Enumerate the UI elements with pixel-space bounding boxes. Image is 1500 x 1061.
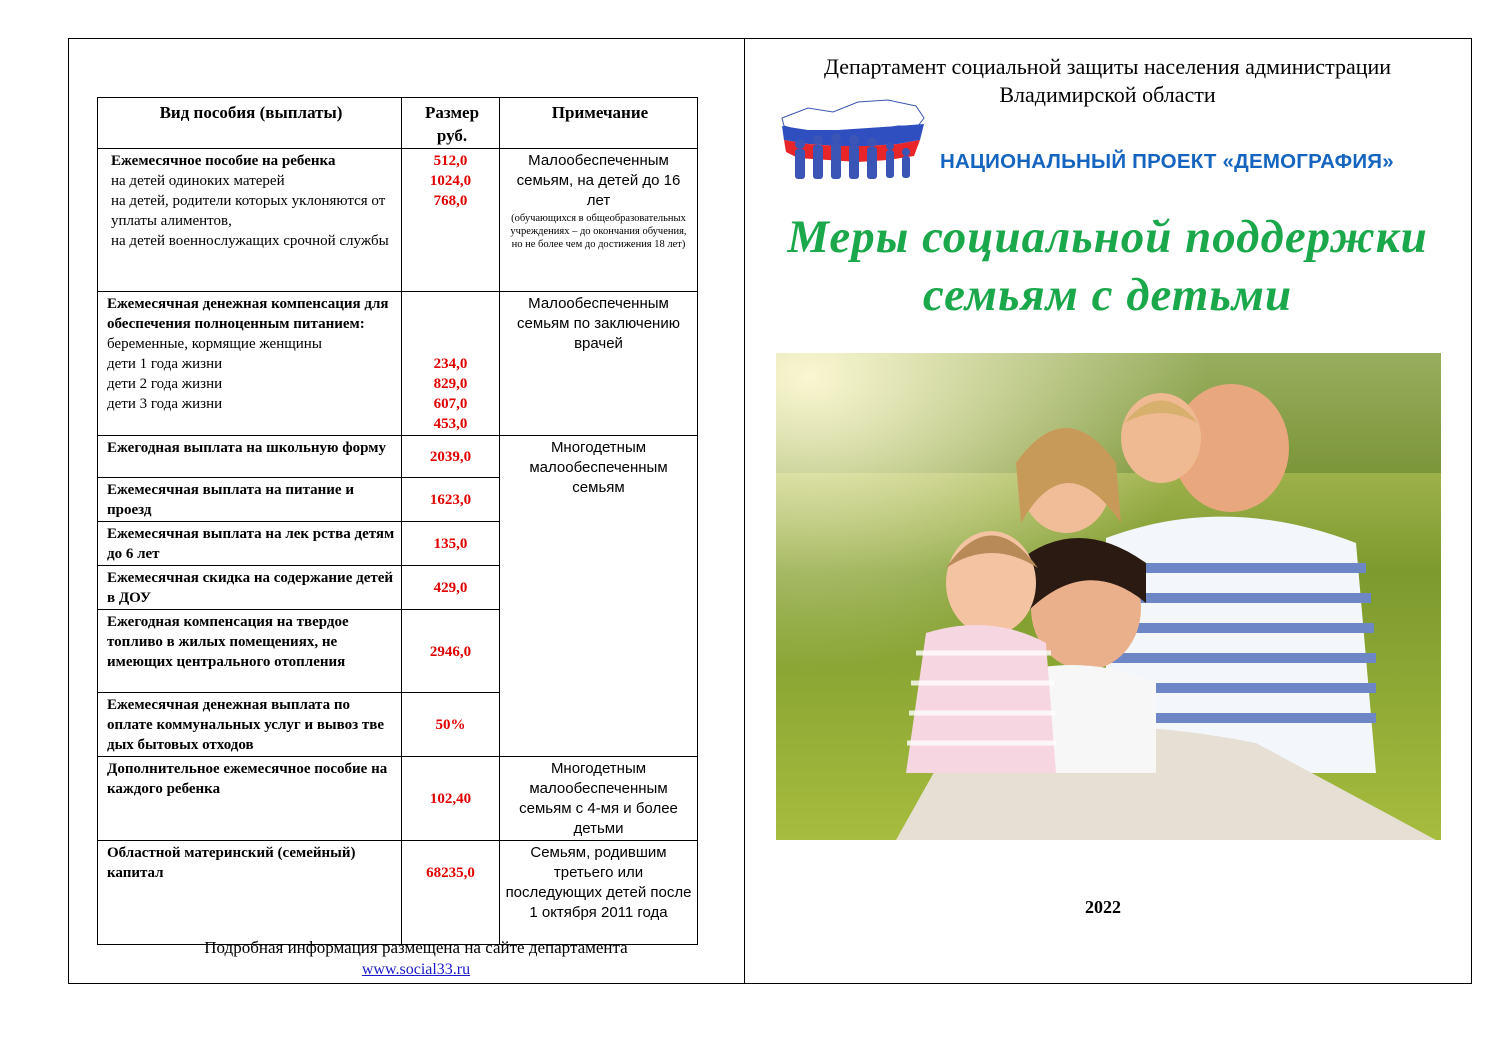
- footer-info-text: Подробная информация размещена на сайте департамента: [204, 938, 628, 957]
- benefit-title: Ежемесячное пособие на ребенка: [111, 153, 336, 169]
- benefit-line: дети 3 года жизни: [107, 396, 223, 412]
- benefit-description: Ежегодная компенсация на твердое топливо в жилых помещениях, не имеющих центрального отопления: [98, 610, 402, 693]
- benefit-note: Семьям, родившим третьего или последующих детей после 1 октября 2011 года: [500, 841, 698, 945]
- header-benefit-type: Вид пособия (выплаты): [98, 98, 402, 149]
- benefit-line: дети 1 года жизни: [107, 356, 223, 372]
- benefit-description: Ежемесячная выплата на питание и проезд: [98, 478, 402, 522]
- header-note: Примечание: [500, 98, 698, 149]
- note-small-text: (обучающихся в общеобразовательных учреждениях – до окончания обучения, но не более чем до достижения 18 лет): [510, 213, 687, 250]
- benefit-line: на детей военнослужащих срочной службы: [111, 233, 389, 249]
- amount-value: 234,0: [433, 356, 468, 372]
- national-project-title: НАЦИОНАЛЬНЫЙ ПРОЕКТ «ДЕМОГРАФИЯ»: [940, 150, 1394, 173]
- note-text: Малообеспеченным семьям, на детей до 16 лет: [516, 152, 681, 209]
- benefit-note: [500, 149, 698, 292]
- table-row: [98, 436, 698, 478]
- amount-value: 2039,0: [402, 436, 500, 478]
- benefit-description: Ежегодная выплата на школьную форму: [98, 436, 402, 478]
- amount-value: 1024,0: [429, 173, 472, 189]
- page-fold-divider: [744, 38, 745, 984]
- benefit-description: Ежемесячная скидка на содержание детей в ДОУ: [98, 566, 402, 610]
- amount-value: 829,0: [433, 376, 468, 392]
- amount-value: 102,40: [402, 757, 500, 841]
- table-header-row: [98, 98, 698, 149]
- amount-value: 50%: [402, 693, 500, 757]
- amount-value: 2946,0: [402, 610, 500, 693]
- benefit-title: Ежемесячная денежная компенсация для обеспечения полноценным питанием:: [107, 296, 389, 332]
- benefit-description: [98, 149, 402, 292]
- table-row: [98, 149, 698, 292]
- footer-link-wrapper: [96, 960, 736, 980]
- benefit-description: Ежемесячная денежная выплата по оплате коммунальных услуг и вывоз тве дых бытовых отходов: [98, 693, 402, 757]
- benefit-amounts: [402, 149, 500, 292]
- table-row: [98, 292, 698, 436]
- benefit-description: Областной материнский (семейный) капитал: [98, 841, 402, 945]
- benefit-description: [98, 292, 402, 436]
- table-row: [98, 841, 698, 945]
- benefit-line: на детей одиноких матерей: [111, 173, 285, 189]
- benefit-description: Дополнительное ежемесячное пособие на каждого ребенка: [98, 757, 402, 841]
- amount-value: 453,0: [433, 416, 468, 432]
- benefit-line: на детей, родители которых уклоняются от уплаты алиментов,: [111, 193, 386, 229]
- benefit-line: беременные, кормящие женщины: [107, 336, 322, 352]
- family-photo: [776, 353, 1441, 840]
- demography-logo-icon: [778, 96, 928, 188]
- brochure-headline: Меры социальной поддержки семьям с детьми: [787, 211, 1428, 321]
- amount-value: 135,0: [402, 522, 500, 566]
- amount-value: 768,0: [433, 193, 468, 209]
- header-amount: Размер руб.: [402, 98, 500, 149]
- benefit-note-group: Многодетным малообеспеченным семьям: [500, 436, 698, 757]
- amount-value: 512,0: [433, 153, 468, 169]
- amount-value: 68235,0: [402, 841, 500, 945]
- benefit-description: Ежемесячная выплата на лек рства детям до 6 лет: [98, 522, 402, 566]
- benefit-line: дети 2 года жизни: [107, 376, 223, 392]
- table-row: [98, 757, 698, 841]
- benefit-amounts: [402, 292, 500, 436]
- publication-year: 2022: [1085, 897, 1121, 917]
- department-website-link[interactable]: www.social33.ru: [361, 961, 471, 978]
- amount-value: 1623,0: [402, 478, 500, 522]
- amount-value: 607,0: [433, 396, 468, 412]
- amount-value: 429,0: [402, 566, 500, 610]
- department-title: Департамент социальной защиты населения администрации Владимирской области: [823, 54, 1392, 107]
- benefits-table: [97, 97, 698, 945]
- benefit-note: Многодетным малообеспеченным семьям с 4-мя и более детьми: [500, 757, 698, 841]
- benefit-note: Малообеспеченным семьям по заключению врачей: [500, 292, 698, 436]
